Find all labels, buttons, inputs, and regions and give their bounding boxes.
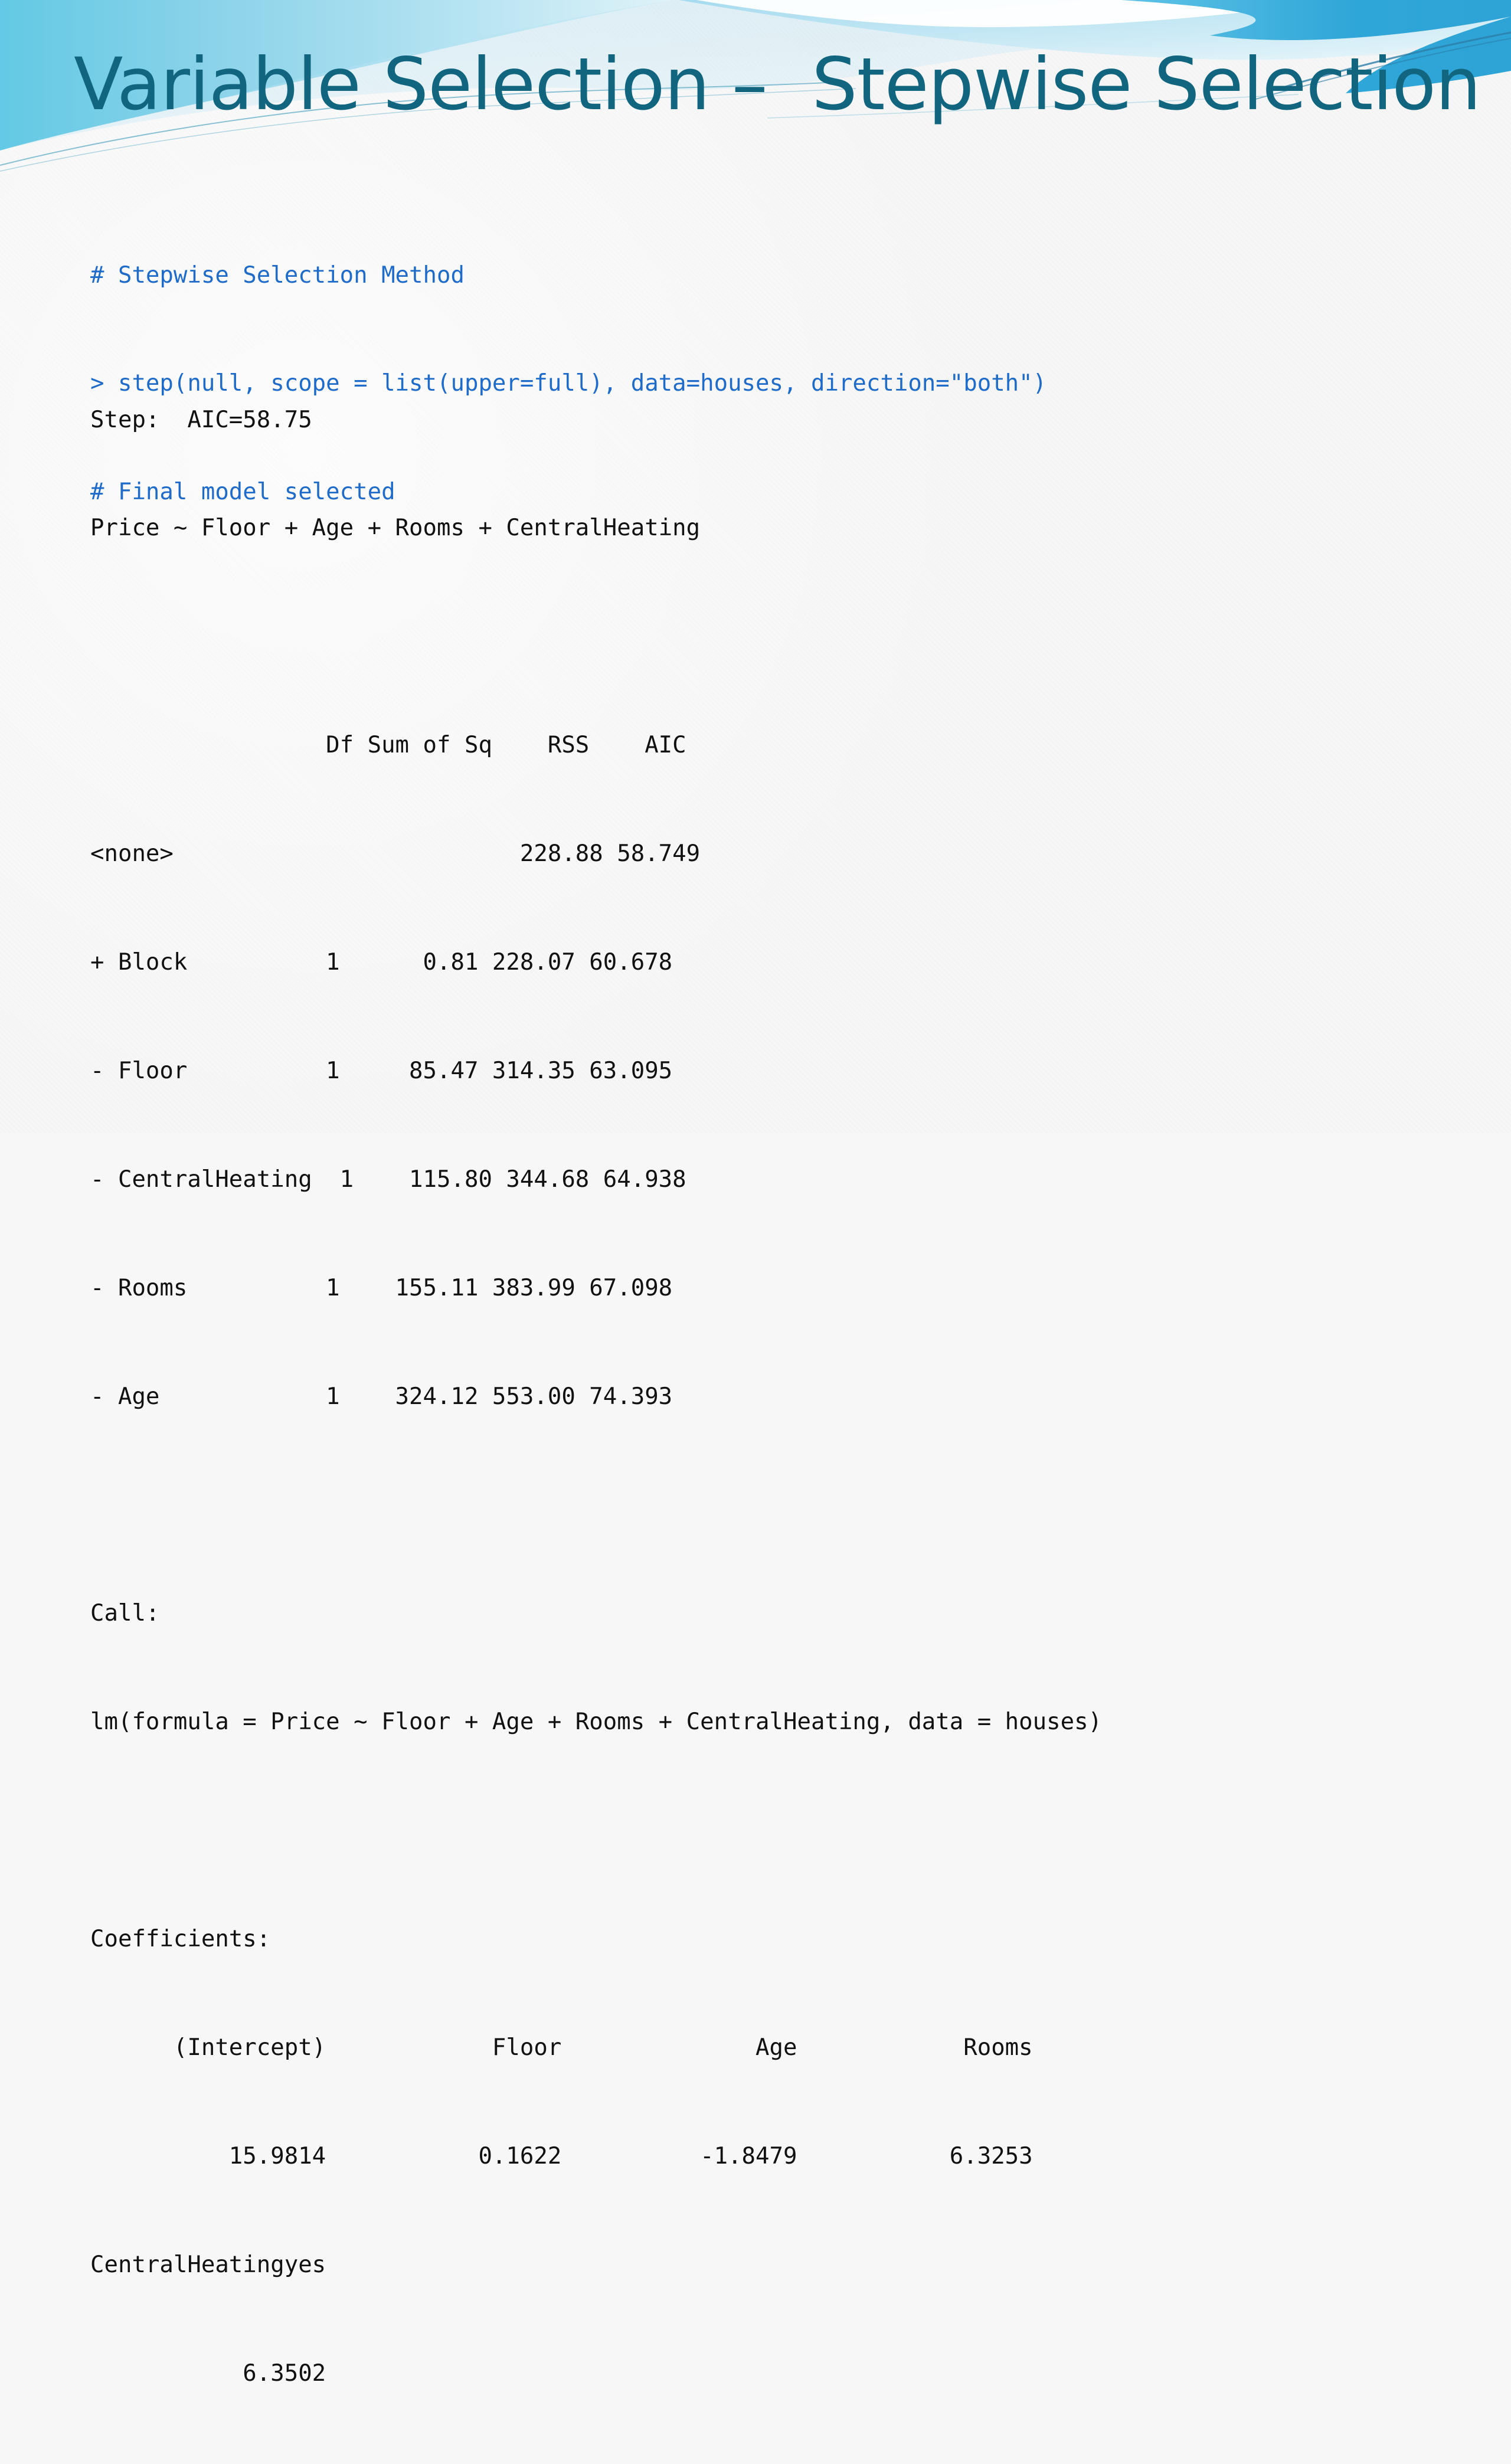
comment-line: # Final model selected [90, 479, 395, 506]
coefficient-names-row: (Intercept) Floor Age Rooms [90, 2034, 1033, 2061]
call-line: lm(formula = Price ~ Floor + Age + Rooms + CentralHeating, data = houses) [90, 1709, 1103, 1736]
anova-table-row: - Rooms 1 155.11 383.99 67.098 [90, 1274, 673, 1301]
blank-line [90, 1487, 1102, 1523]
anova-table-row: - Floor 1 85.47 314.35 63.095 [90, 1057, 673, 1084]
coefficient-name-centralheating: CentralHeatingyes [90, 2251, 326, 2278]
coefficient-values-row: 15.9814 0.1622 -1.8479 6.3253 [90, 2142, 1033, 2170]
anova-table-row: - CentralHeating 1 115.80 344.68 64.938 [90, 1166, 686, 1193]
coefficients-label: Coefficients: [90, 1926, 271, 1953]
step-aic-line: Step: AIC=58.75 [90, 406, 312, 433]
anova-table-row: + Block 1 0.81 228.07 60.678 [90, 949, 673, 976]
r-output-block [90, 329, 1102, 2464]
anova-table-row: <none> 228.88 58.749 [90, 840, 701, 868]
anova-table-row: - Age 1 324.12 553.00 74.393 [90, 1383, 673, 1410]
blank-line [90, 619, 1102, 655]
model-formula-line: Price ~ Floor + Age + Rooms + CentralHeating [90, 515, 701, 542]
blank-line [90, 1812, 1102, 1848]
anova-table-header: Df Sum of Sq RSS AIC [90, 732, 686, 759]
step-command-line: > step(null, scope = list(upper=full), data=houses, direction="both") [90, 370, 1047, 397]
comment-line: # Stepwise Selection Method [90, 261, 465, 289]
call-label: Call: [90, 1600, 160, 1627]
slide-title: Variable Selection – Stepwise Selection [74, 42, 1481, 126]
coefficient-value-centralheating: 6.3502 [90, 2360, 326, 2387]
